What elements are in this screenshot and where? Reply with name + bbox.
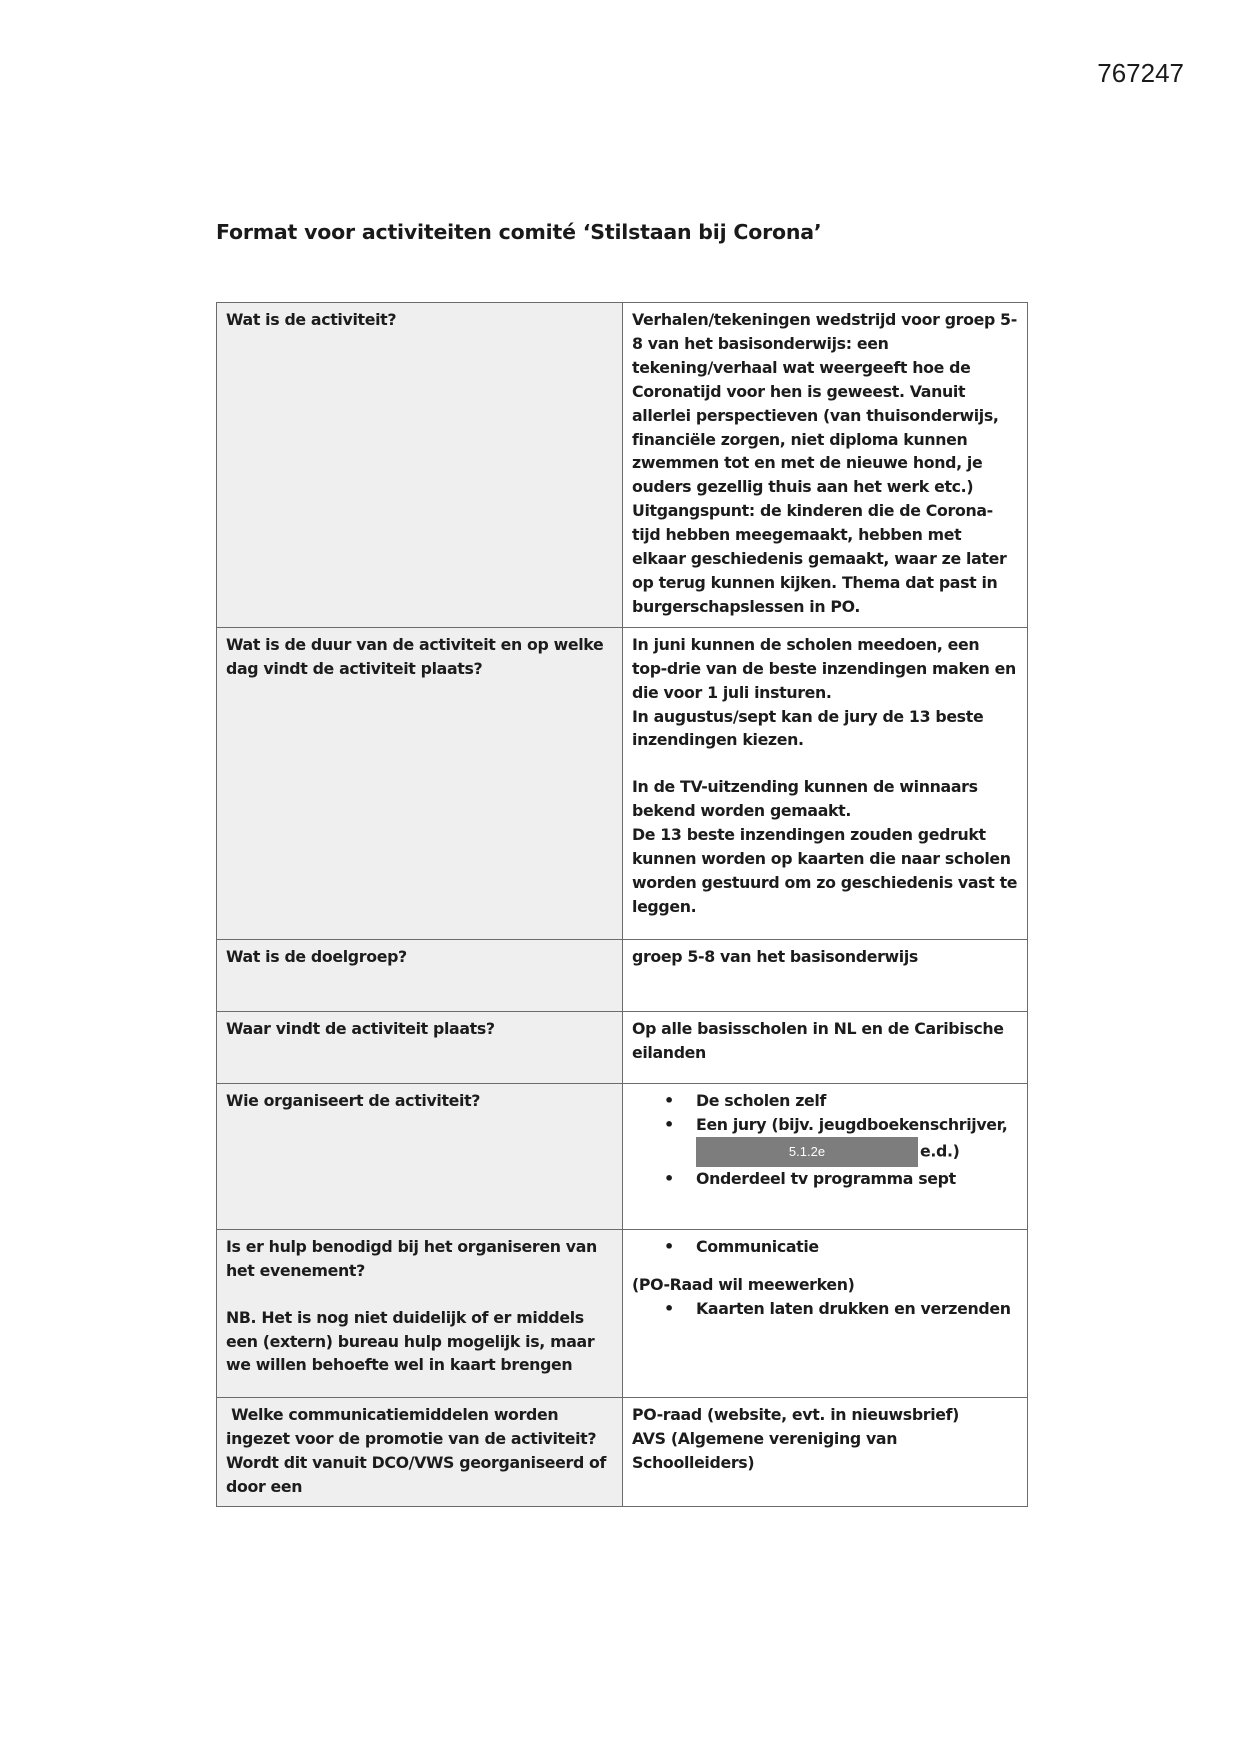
answer-line: PO-raad (website, evt. in nieuwsbrief) (632, 1404, 960, 1424)
answer-cell (623, 939, 1028, 1011)
answer-cell (623, 627, 1028, 939)
list-item (632, 1113, 1018, 1167)
answer-text: groep 5-8 van het basisonderwijs (632, 946, 918, 966)
question-text: Wat is de activiteit? (226, 310, 397, 329)
answer-text: Op alle basisscholen in NL en de Caribische eilanden (632, 1018, 1004, 1062)
question-note: NB. Het is nog niet duidelijk of er middels een (extern) bureau hulp mogelijk is, maar we willen behoefte wel in kaart brengen (226, 1307, 595, 1375)
question-text: Is er hulp benodigd bij het organiseren van het evenement? (226, 1236, 597, 1280)
question-cell (217, 303, 623, 628)
table-row (217, 1011, 1028, 1083)
document-title: Format voor activiteiten comité ‘Stilstaan bij Corona’ (216, 220, 822, 244)
question-text: Wat is de duur van de activiteit en op welke dag vindt de activiteit plaats? (226, 634, 604, 678)
answer-paragraph: De 13 beste inzendingen zouden gedrukt kunnen worden op kaarten die naar scholen worden gestuurd om zo geschiedenis vast te leggen. (632, 825, 1018, 916)
answer-cell (623, 303, 1028, 628)
answer-text: Verhalen/tekeningen wedstrijd voor groep 5-8 van het basisonderwijs: een tekening/verhaal wat weergeeft hoe de Coronatijd voor hen is geweest. Vanuit allerlei perspectieven (van thuisonderwijs, financiële zorgen, niet diploma kunnen zwemmen tot en met de nieuwe hond, je ouders gezellig thuis aan het werk etc.) Uitgangspunt: de kinderen die de Corona-tijd hebben meegemaakt, hebben met elkaar geschiedenis gemaakt, waar ze later op terug kunnen kijken. Thema dat past in burgerschapslessen in PO. (632, 310, 1017, 616)
table-row (217, 303, 1028, 628)
question-text: Wie organiseert de activiteit? (226, 1090, 481, 1110)
list-item: • Kaarten laten drukken en verzenden (632, 1297, 1018, 1321)
answer-cell (623, 1011, 1028, 1083)
question-cell (217, 1229, 623, 1397)
table-row (217, 1229, 1028, 1397)
help-list (632, 1235, 1018, 1259)
answer-note: (PO-Raad wil meewerken) (632, 1274, 855, 1294)
answer-paragraph: In de TV-uitzending kunnen de winnaars bekend worden gemaakt. (632, 777, 978, 821)
help-list (632, 1297, 1018, 1321)
answer-cell (623, 1229, 1028, 1397)
answer-cell (623, 1397, 1028, 1507)
table-row (217, 627, 1028, 939)
answer-paragraph: In juni kunnen de scholen meedoen, een top-drie van de beste inzendingen maken en die voor 1 juli insturen. (632, 634, 1016, 702)
document-number: 767247 (1097, 58, 1184, 88)
question-cell (217, 1083, 623, 1229)
question-cell (217, 1397, 623, 1507)
list-item-text: e.d.) (920, 1141, 960, 1161)
answer-paragraph: In augustus/sept kan de jury de 13 beste inzendingen kiezen. (632, 706, 984, 750)
paragraph-spacer (226, 1283, 613, 1306)
question-cell (217, 939, 623, 1011)
paragraph-spacer (632, 1259, 1018, 1273)
list-item: • Onderdeel tv programma sept (632, 1167, 1018, 1191)
table-row (217, 939, 1028, 1011)
table-row (217, 1083, 1028, 1229)
answer-cell (623, 1083, 1028, 1229)
paragraph-spacer (632, 752, 1018, 775)
question-cell (217, 627, 623, 939)
question-text: Wat is de doelgroep? (226, 946, 407, 966)
question-text: Welke communicatiemiddelen worden ingezet voor de promotie van de activiteit? Wordt dit vanuit DCO/VWS georganiseerd of door een (226, 1404, 612, 1496)
table-row (217, 1397, 1028, 1507)
list-item-text: Een jury (bijv. jeugdboekenschrijver, (696, 1114, 1008, 1134)
list-item: • De scholen zelf (632, 1089, 1018, 1113)
redaction-box: 5.1.2e (696, 1137, 918, 1167)
organizer-list (632, 1089, 1018, 1191)
list-item: • Communicatie (632, 1235, 1018, 1259)
activity-form-table (216, 302, 1028, 1507)
answer-line: AVS (Algemene vereniging van Schoolleiders) (632, 1428, 898, 1472)
question-text: Waar vindt de activiteit plaats? (226, 1018, 495, 1038)
question-cell (217, 1011, 623, 1083)
